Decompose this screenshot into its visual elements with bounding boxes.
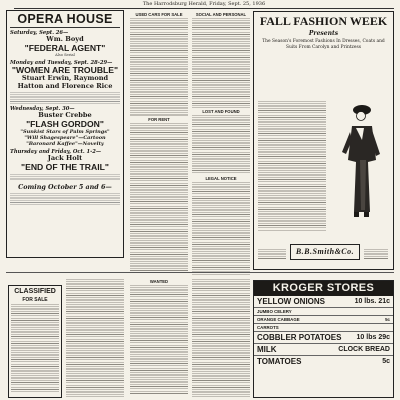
- column-header: SOCIAL AND PERSONAL: [195, 12, 247, 17]
- classified-title: CLASSIFIED: [14, 288, 56, 295]
- showing-short: "Baronard Kaffee"—Novelty: [26, 141, 104, 147]
- showing-description: [10, 174, 120, 181]
- column-text: [192, 279, 250, 397]
- fashion-footnote-left: [258, 248, 286, 260]
- showing-star: Buster Crebbe: [38, 111, 92, 119]
- kroger-item: CARROTS: [254, 324, 393, 332]
- fall-fashion-ad: [253, 11, 394, 270]
- kroger-item: ORANGE CABBAGE 5c: [254, 316, 393, 324]
- showing-date: Wednesday, Sept. 30—: [10, 106, 75, 112]
- showing-date: Thursday and Friday, Oct. 1-2—: [10, 149, 102, 155]
- column-text: [130, 18, 188, 116]
- kroger-item: COBBLER POTATOES 10 lbs 29c: [254, 332, 393, 344]
- showing-cast: Stuart Erwin, Raymond Hatton and Florence Rice: [17, 74, 113, 90]
- fashion-copy: [258, 101, 326, 231]
- showing-extra: Also Serial: [55, 53, 75, 57]
- column-text: [192, 115, 250, 175]
- lower-column-1: [66, 278, 124, 398]
- kroger-ad: [253, 280, 394, 398]
- column-text: [192, 182, 250, 276]
- fashion-title: FALL FASHION WEEK: [259, 14, 388, 28]
- showing-date: Monday and Tuesday, Sept. 28-29—: [10, 59, 113, 66]
- masthead: The Harrodsburg Herald, Friday, Sept. 25, 1936: [14, 1, 394, 9]
- kroger-item: YELLOW ONIONS 10 lbs. 21c: [254, 296, 393, 308]
- showing-short: "Sunkist Stars of Palm Springs": [20, 129, 110, 135]
- classified-box: [8, 285, 62, 398]
- column-header: LOST AND FOUND: [202, 109, 240, 114]
- fashion-presents: Presents: [308, 30, 339, 37]
- fashion-illustration: [330, 100, 390, 220]
- showing-movie: "WOMEN ARE TROUBLE": [11, 64, 119, 75]
- showing-movie: "FLASH GORDON": [26, 118, 104, 129]
- lower-column-3: [192, 278, 250, 398]
- fashion-tagline: The Season's Foremost Fashions In Dresses, Coats and Suits From Carolyn and Printzess: [262, 39, 385, 50]
- column-header: LEGAL NOTICE: [205, 176, 237, 181]
- showing-movie: "FEDERAL AGENT": [24, 42, 106, 53]
- column-header: WANTED: [149, 279, 169, 284]
- showing-date: Saturday, Sept. 26—: [10, 30, 69, 36]
- opera-house-title: OPERA HOUSE: [10, 13, 120, 28]
- coming-soon: Coming October 5 and 6—: [18, 183, 112, 191]
- column-text: [130, 123, 188, 273]
- showing-short: "Will Shagespeare"—Cartoon: [24, 135, 106, 141]
- store-logo: B.B.Smith&Co.: [290, 244, 360, 260]
- showing-movie: "END OF THE TRAIL": [21, 161, 109, 172]
- column-text: [192, 18, 250, 108]
- section-divider: [6, 272, 394, 273]
- showing-star: Jack Holt: [47, 154, 83, 162]
- column-header: USED CARS FOR SALE: [135, 12, 183, 17]
- coming-soon-text: [10, 193, 120, 207]
- column-text: [66, 279, 124, 397]
- classified-text: [11, 304, 59, 392]
- classified-column-2: [130, 11, 188, 279]
- kroger-item: MILK CLOCK BREAD: [254, 344, 393, 356]
- kroger-item: TOMATOES 5c: [257, 357, 390, 366]
- fashion-footnote-right: [364, 248, 388, 260]
- showing-star: Wm. Boyd: [46, 35, 84, 43]
- column-header: FOR RENT: [148, 117, 170, 122]
- lower-column-2: [130, 278, 188, 398]
- column-text: [130, 285, 188, 395]
- classified-subtitle: FOR SALE: [22, 297, 48, 303]
- showing-description: [10, 92, 120, 104]
- kroger-title: KROGER STORES: [254, 281, 393, 296]
- kroger-item: JUMBO CELERY: [254, 308, 393, 316]
- classified-column-3: [192, 11, 250, 279]
- opera-house-ad: [6, 10, 124, 258]
